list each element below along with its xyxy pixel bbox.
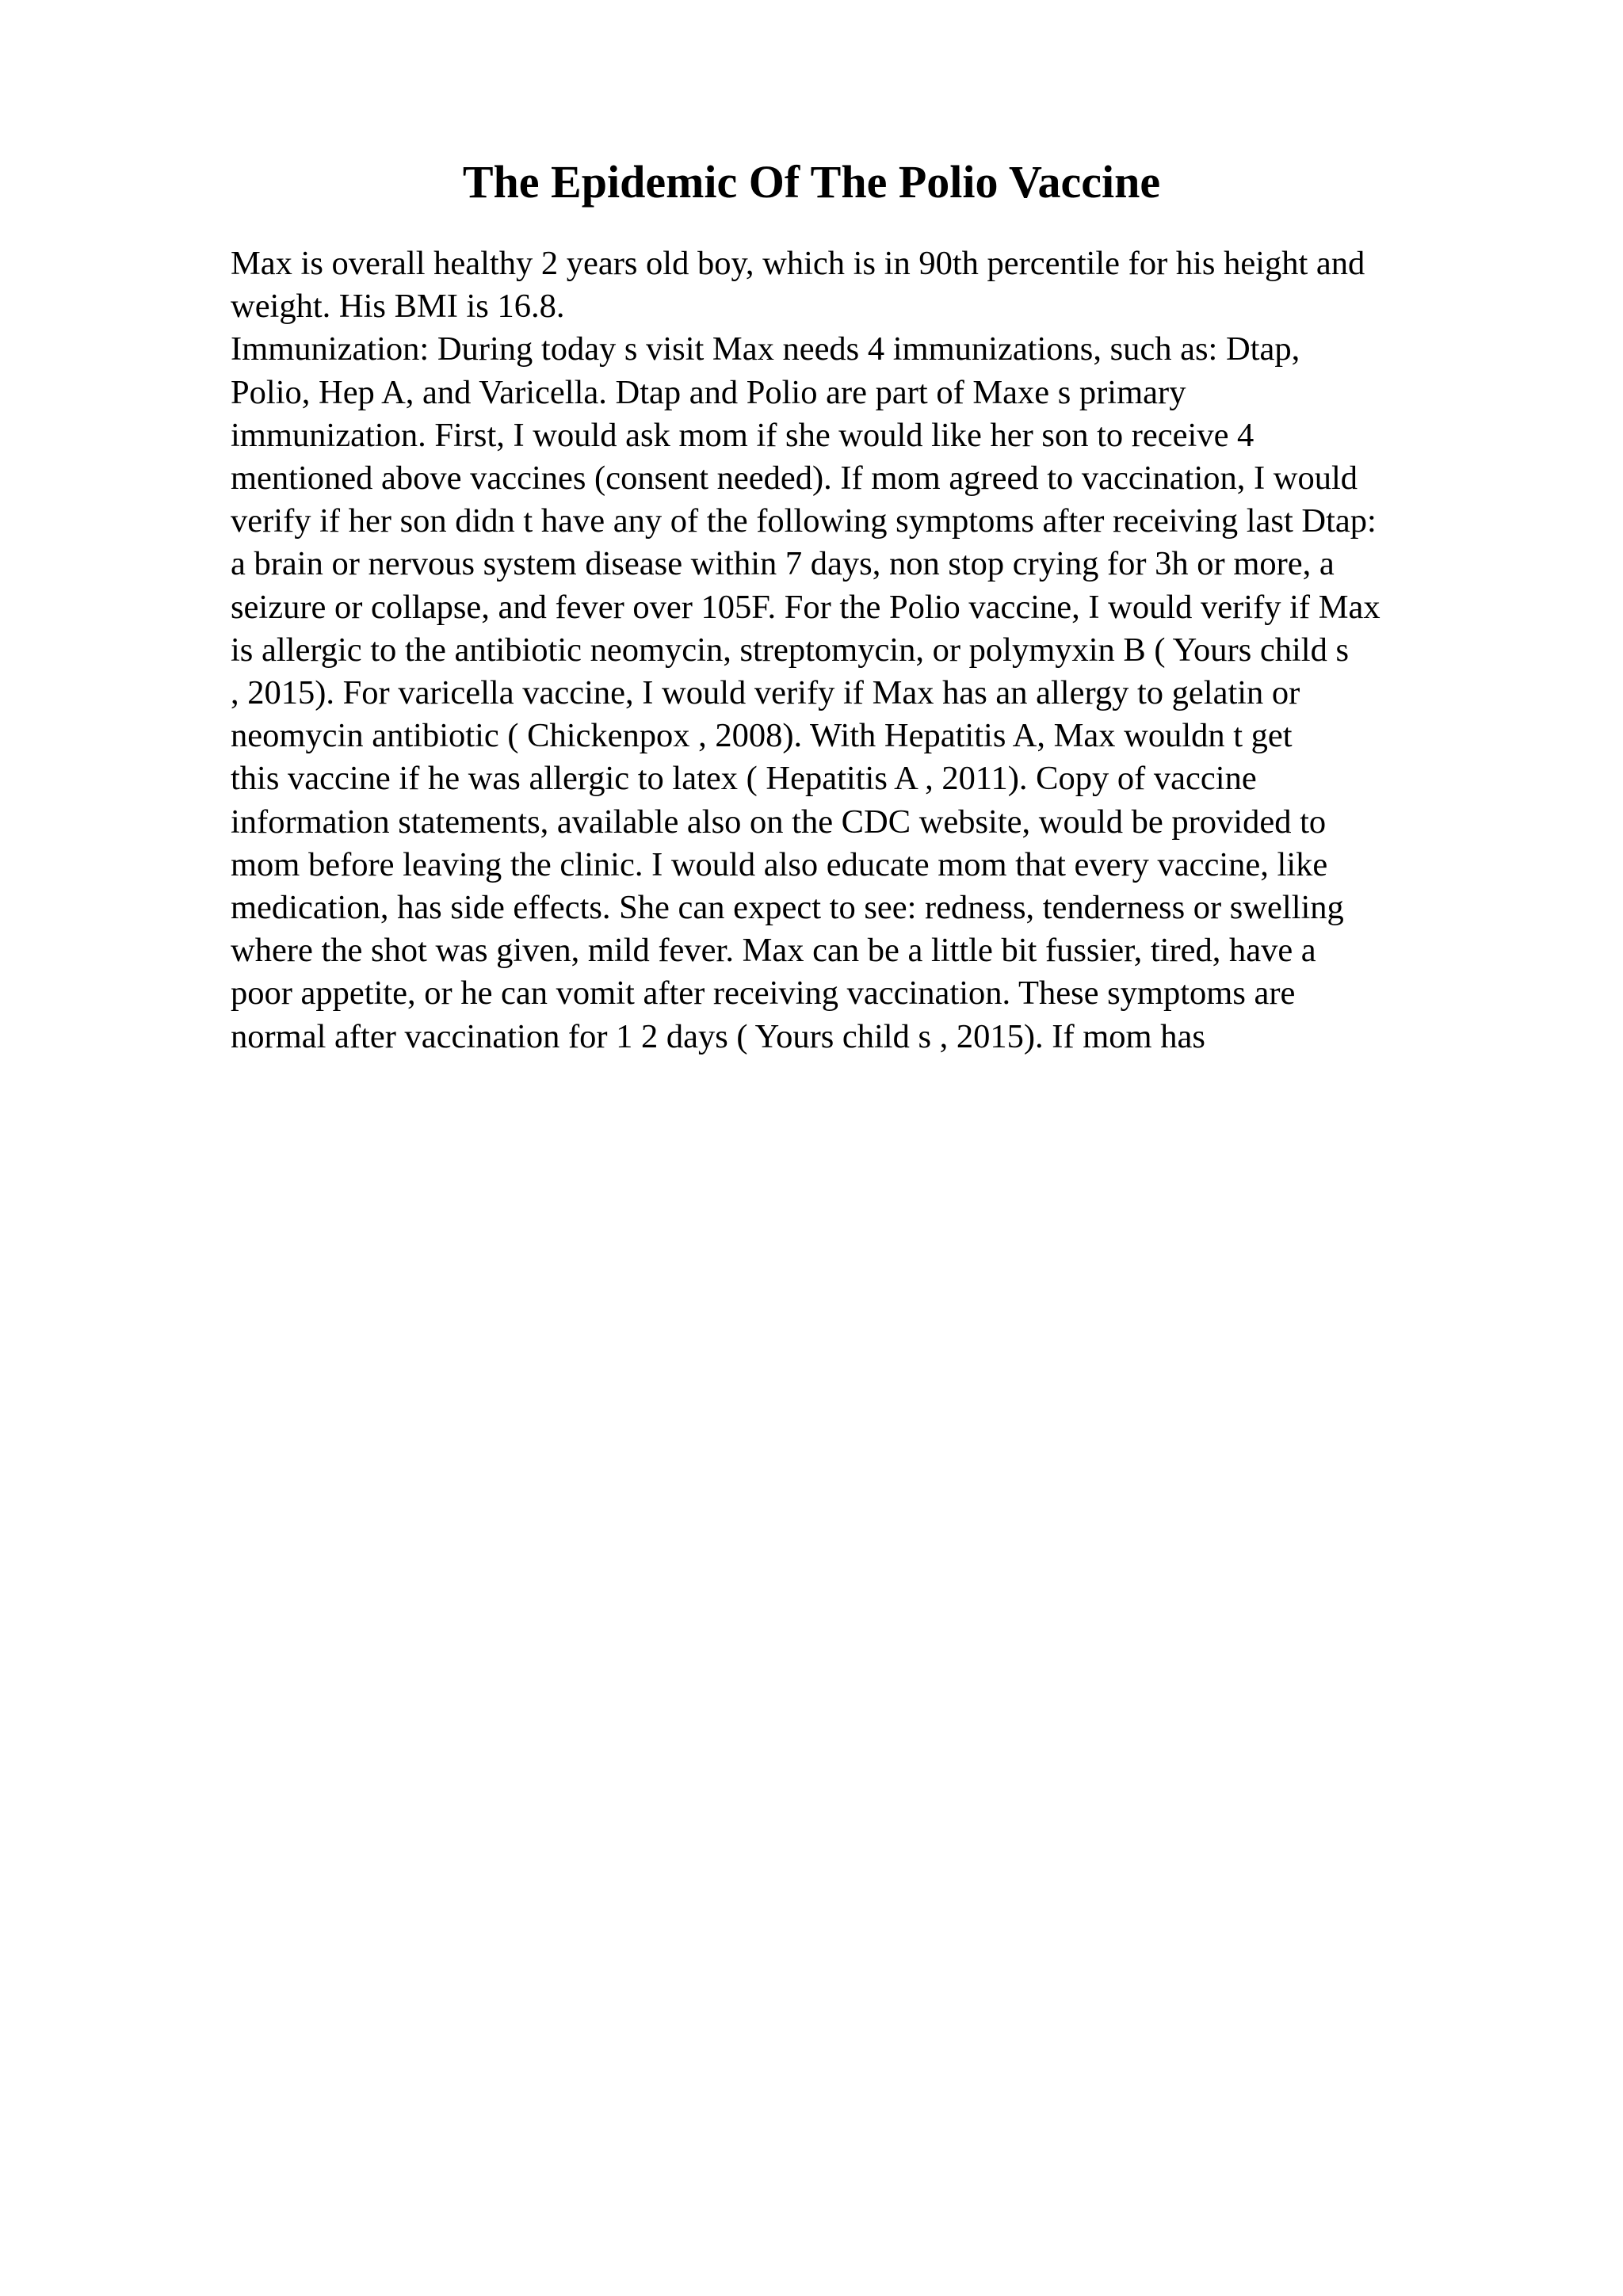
body-line: poor appetite, or he can vomit after receiving vaccination. These symptoms are <box>231 974 1296 1013</box>
document-title: The Epidemic Of The Polio Vaccine <box>462 156 1161 208</box>
body-line: verify if her son didn t have any of the following symptoms after receiving last Dtap: <box>231 502 1377 540</box>
body-line: Polio, Hep A, and Varicella. Dtap and Polio are part of Maxe s primary <box>231 373 1186 411</box>
body-line: where the shot was given, mild fever. Max can be a little bit fussier, tired, have a <box>231 932 1316 970</box>
body-line: weight. His BMI is 16.8. <box>231 288 565 326</box>
body-line: Max is overall healthy 2 years old boy, which is in 90th percentile for his height and <box>231 245 1365 282</box>
body-line: seizure or collapse, and fever over 105F. For the Polio vaccine, I would verify if Max <box>231 588 1381 626</box>
body-line: , 2015). For varicella vaccine, I would verify if Max has an allergy to gelatin or <box>231 674 1300 712</box>
body-line: mom before leaving the clinic. I would also educate mom that every vaccine, like <box>231 845 1328 883</box>
body-line: normal after vaccination for 1 2 days ( Yours child s , 2015). If mom has <box>231 1017 1205 1055</box>
body-line: neomycin antibiotic ( Chickenpox , 2008). With Hepatitis A, Max wouldn t get <box>231 717 1293 755</box>
body-line: immunization. First, I would ask mom if she would like her son to receive 4 <box>231 416 1254 454</box>
body-line: medication, has side effects. She can expect to see: redness, tenderness or swelling <box>231 889 1344 927</box>
body-line: mentioned above vaccines (consent needed). If mom agreed to vaccination, I would <box>231 460 1358 498</box>
body-line: is allergic to the antibiotic neomycin, streptomycin, or polymyxin B ( Yours child s <box>231 631 1350 669</box>
body-line: information statements, available also on the CDC website, would be provided to <box>231 803 1327 841</box>
document-body <box>231 242 1514 1058</box>
body-line: this vaccine if he was allergic to latex ( Hepatitis A , 2011). Copy of vaccine <box>231 760 1257 798</box>
body-line: a brain or nervous system disease within 7 days, non stop crying for 3h or more, a <box>231 545 1335 583</box>
body-line: Immunization: During today s visit Max needs 4 immunizations, such as: Dtap, <box>231 330 1300 368</box>
